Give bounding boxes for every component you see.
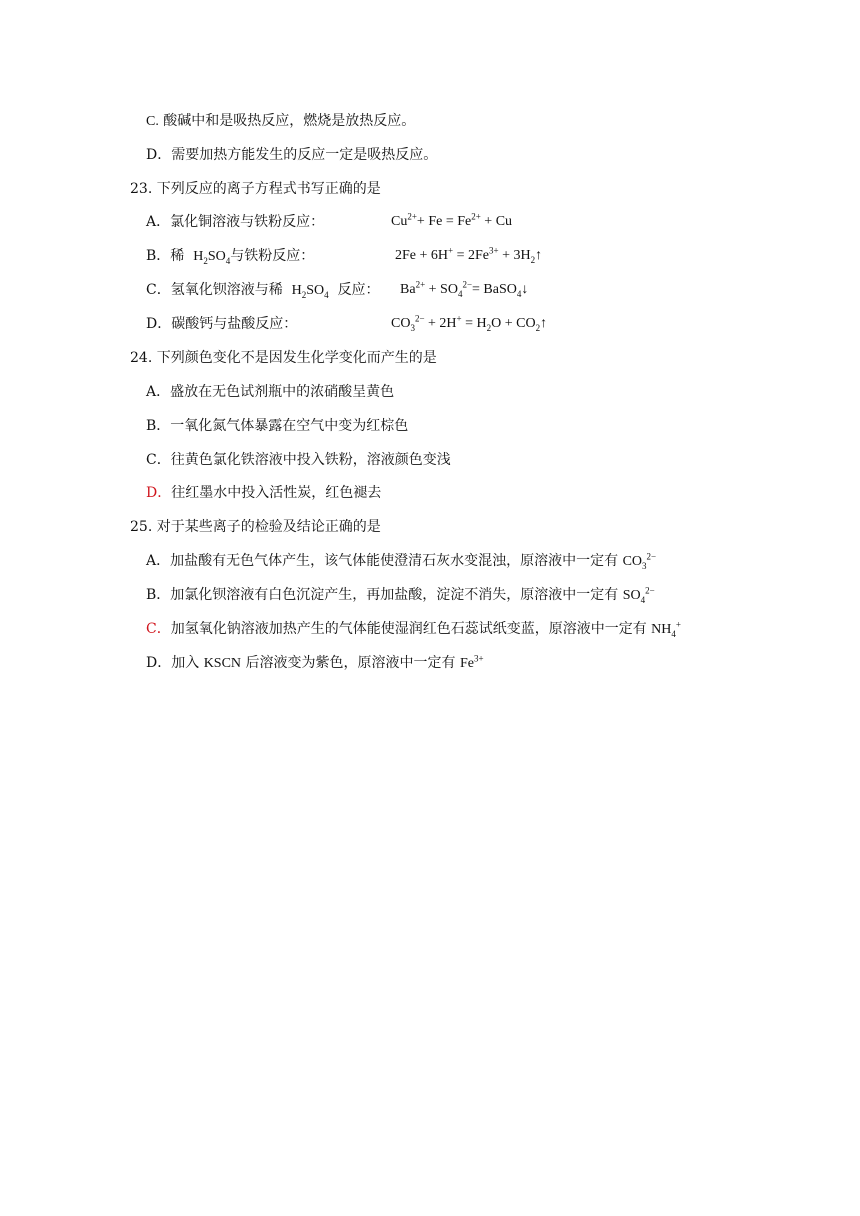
option-text: 碳酸钙与盐酸反应：	[171, 316, 298, 332]
option-letter: A．	[146, 553, 171, 569]
q23-b-equation: $2Fe + 6H^+ = 2Fe^{3+}$ + $3H_2↑$	[395, 245, 543, 265]
option-text: 加入	[171, 655, 200, 671]
option-text: 氯化铜溶液与铁粉反应：	[170, 214, 325, 230]
q23-option-a	[146, 211, 324, 233]
q25-option-a	[146, 550, 656, 572]
option-text: 反应：	[337, 282, 380, 298]
option-letter: B．	[146, 587, 171, 603]
formula-nh4: $NH_4^+$	[651, 619, 681, 639]
formula-so4: $SO_4^{2-}$	[622, 585, 655, 605]
option-text: 往黄色氯化铁溶液中投入铁粉，溶液颜色变浅	[170, 452, 451, 468]
option-text: 酸碱中和是吸热反应，燃烧是放热反应。	[163, 113, 416, 129]
q23-option-b	[146, 245, 314, 267]
option-text: 一氧化氮气体暴露在空气中变为红棕色	[170, 418, 409, 434]
q24-option-a	[146, 381, 394, 403]
q23-a-equation: $Cu^{2+}+ Fe = Fe^{2+} + Cu$	[391, 211, 513, 229]
formula-h2so4: $H_2SO_4$	[193, 249, 231, 266]
option-letter-answer: D．	[146, 485, 172, 501]
option-text: 加氢氧化钠溶液加热产生的气体能使湿润红色石蕊试纸变蓝，原溶液中一定有	[170, 621, 647, 637]
option-text: 加盐酸有无色气体产生，该气体能使澄清石灰水变混浊，原溶液中一定有	[170, 553, 619, 569]
option-letter: B．	[146, 418, 171, 434]
option-letter: C.	[146, 114, 159, 129]
option-text: 后溶液变为紫色，原溶液中一定有	[245, 655, 456, 671]
option-text: 加氯化钡溶液有白色沉淀产生，再加盐酸，淀淀不消失，原溶液中一定有	[170, 587, 619, 603]
q24-option-b	[146, 415, 408, 437]
q23-d-equation: $CO_3^{2-} + 2H^+ = H_2O$ + $CO_2↑$	[391, 313, 548, 333]
option-letter: D．	[146, 655, 172, 671]
q25-stem: 25. 对于某些离子的检验及结论正确的是	[130, 519, 381, 535]
option-text: 往红墨水中投入活性炭，红色褪去	[171, 485, 382, 501]
formula-co3: $CO_3^{2-}$	[622, 551, 657, 571]
reagent-kscn: KSCN	[203, 656, 242, 671]
option-letter: B．	[146, 248, 171, 264]
option-letter-answer: C．	[146, 621, 171, 637]
q25-option-c	[146, 618, 681, 640]
q24-option-c	[146, 449, 451, 471]
option-text: 需要加热方能发生的反应一定是吸热反应。	[171, 147, 438, 163]
option-text: 氢氧化钡溶液与稀	[170, 282, 283, 298]
option-letter: C．	[146, 452, 171, 468]
formula-h2so4: $H_2SO_4$	[291, 283, 329, 300]
q24-stem: 24. 下列颜色变化不是因发生化学变化而产生的是	[130, 350, 437, 366]
q23-option-c	[146, 279, 380, 301]
option-letter: C．	[146, 282, 171, 298]
option-text: 稀	[170, 248, 185, 264]
option-text: 与铁粉反应：	[230, 248, 315, 264]
option-letter: D．	[146, 147, 172, 163]
option-letter: A．	[146, 214, 171, 230]
q23-c-equation: $Ba^{2+} + SO_4^{2-}=$ BaSO$_4$↓	[400, 279, 529, 299]
option-letter: A．	[146, 384, 171, 400]
q23-option-d	[146, 313, 297, 335]
q22-option-d	[146, 144, 437, 166]
q25-option-d	[146, 652, 484, 674]
q24-option-d	[146, 482, 381, 504]
q23-stem: 23. 下列反应的离子方程式书写正确的是	[130, 181, 381, 197]
q25-option-b	[146, 584, 655, 606]
q22-option-c	[146, 110, 415, 132]
option-letter: D．	[146, 316, 172, 332]
formula-fe3: $Fe^{3+}$	[459, 653, 484, 671]
option-text: 盛放在无色试剂瓶中的浓硝酸呈黄色	[170, 384, 395, 400]
